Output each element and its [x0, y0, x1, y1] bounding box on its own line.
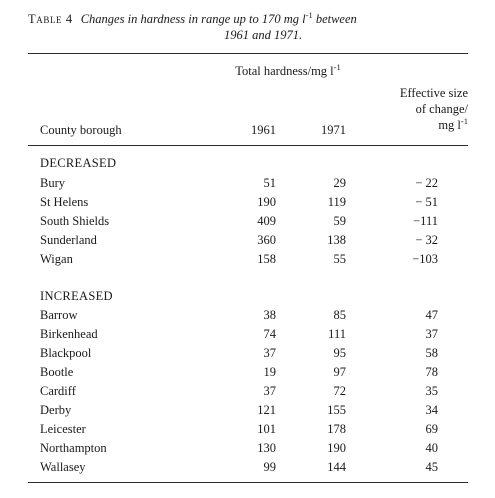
- row-value-1971: 111: [328, 327, 346, 341]
- table-label: Table 4: [28, 12, 73, 26]
- row-effective-change: − 51: [415, 195, 438, 209]
- year-1971-header: 1971: [321, 123, 346, 137]
- row-effective-change: 69: [425, 422, 438, 436]
- table-caption: [28, 11, 478, 43]
- row-value-1961: 130: [257, 441, 276, 455]
- table-row: [40, 193, 468, 211]
- row-county-name: Sunderland: [40, 233, 97, 247]
- row-value-1971: 85: [333, 308, 346, 322]
- row-value-1961: 190: [257, 195, 276, 209]
- row-effective-change: 78: [425, 365, 438, 379]
- row-effective-change: 34: [425, 403, 438, 417]
- row-county-name: Derby: [40, 403, 72, 417]
- total-hardness-header-sup: -1: [333, 61, 341, 72]
- top-rule: [28, 53, 468, 54]
- caption-text-line1-end: between: [312, 12, 357, 26]
- effective-change-header-line2: of change/: [415, 102, 468, 116]
- row-effective-change: 37: [425, 327, 438, 341]
- effective-change-header: [372, 85, 468, 133]
- row-value-1961: 37: [263, 346, 276, 360]
- section-decreased: DECREASED: [40, 156, 117, 170]
- row-value-1971: 155: [327, 403, 346, 417]
- row-value-1961: 409: [257, 214, 276, 228]
- year-1961-header: 1961: [251, 123, 276, 137]
- row-value-1961: 74: [263, 327, 276, 341]
- table-row: [40, 325, 468, 343]
- effective-change-unit: mg l: [438, 118, 461, 132]
- row-value-1971: 59: [333, 214, 346, 228]
- row-county-name: Barrow: [40, 308, 78, 322]
- row-county-name: Birkenhead: [40, 327, 98, 341]
- header-rule: [28, 145, 468, 146]
- row-effective-change: − 32: [415, 233, 438, 247]
- table-row: [40, 212, 468, 230]
- effective-change-header-line3: [372, 117, 468, 133]
- row-value-1961: 360: [257, 233, 276, 247]
- total-hardness-header: [208, 61, 368, 79]
- caption-text-line2: 1961 and 1971.: [223, 28, 303, 42]
- row-effective-change: − 22: [415, 176, 438, 190]
- row-value-1961: 101: [257, 422, 276, 436]
- caption-superscript: -1: [305, 9, 313, 20]
- row-county-name: Wallasey: [40, 460, 86, 474]
- row-county-name: St Helens: [40, 195, 89, 209]
- table-row: [40, 306, 468, 324]
- table-row: [40, 458, 468, 476]
- row-value-1961: 37: [263, 384, 276, 398]
- row-value-1971: 55: [333, 252, 346, 266]
- row-value-1971: 178: [327, 422, 346, 436]
- caption-text-line1: Changes in hardness in range up to 170 mg l: [80, 12, 306, 26]
- row-value-1961: 38: [263, 308, 276, 322]
- table-row: [40, 344, 468, 362]
- effective-change-unit-sup: -1: [460, 115, 468, 126]
- row-value-1971: 138: [327, 233, 346, 247]
- row-value-1971: 72: [333, 384, 346, 398]
- row-effective-change: 45: [425, 460, 438, 474]
- row-county-name: Wigan: [40, 252, 73, 266]
- table-row: [40, 401, 468, 419]
- county-borough-header: County borough: [40, 123, 122, 137]
- row-county-name: Blackpool: [40, 346, 92, 360]
- row-value-1961: 99: [263, 460, 276, 474]
- row-value-1961: 19: [263, 365, 276, 379]
- row-value-1971: 29: [333, 176, 346, 190]
- table-row: [40, 250, 468, 268]
- row-value-1961: 158: [257, 252, 276, 266]
- row-value-1961: 121: [257, 403, 276, 417]
- row-value-1971: 95: [333, 346, 346, 360]
- total-hardness-header-text: Total hardness/mg l: [235, 64, 334, 78]
- bottom-rule: [28, 482, 468, 483]
- table-row: [40, 382, 468, 400]
- row-effective-change: 58: [425, 346, 438, 360]
- section-increased: INCREASED: [40, 289, 113, 303]
- table-row: [40, 231, 468, 249]
- row-value-1971: 119: [327, 195, 346, 209]
- row-value-1971: 190: [327, 441, 346, 455]
- table-row: [40, 174, 468, 192]
- row-county-name: Cardiff: [40, 384, 76, 398]
- table-row: [40, 363, 468, 381]
- row-county-name: Leicester: [40, 422, 86, 436]
- row-effective-change: 35: [425, 384, 438, 398]
- row-county-name: Bury: [40, 176, 65, 190]
- table-row: [40, 439, 468, 457]
- row-effective-change: −103: [412, 252, 438, 266]
- row-value-1961: 51: [263, 176, 276, 190]
- row-county-name: Bootle: [40, 365, 74, 379]
- table-row: [40, 420, 468, 438]
- row-effective-change: 40: [425, 441, 438, 455]
- row-county-name: Northampton: [40, 441, 107, 455]
- row-value-1971: 144: [327, 460, 346, 474]
- effective-change-header-line1: Effective size: [399, 86, 468, 100]
- row-value-1971: 97: [333, 365, 346, 379]
- row-effective-change: 47: [425, 308, 438, 322]
- row-effective-change: −111: [413, 214, 438, 228]
- row-county-name: South Shields: [40, 214, 110, 228]
